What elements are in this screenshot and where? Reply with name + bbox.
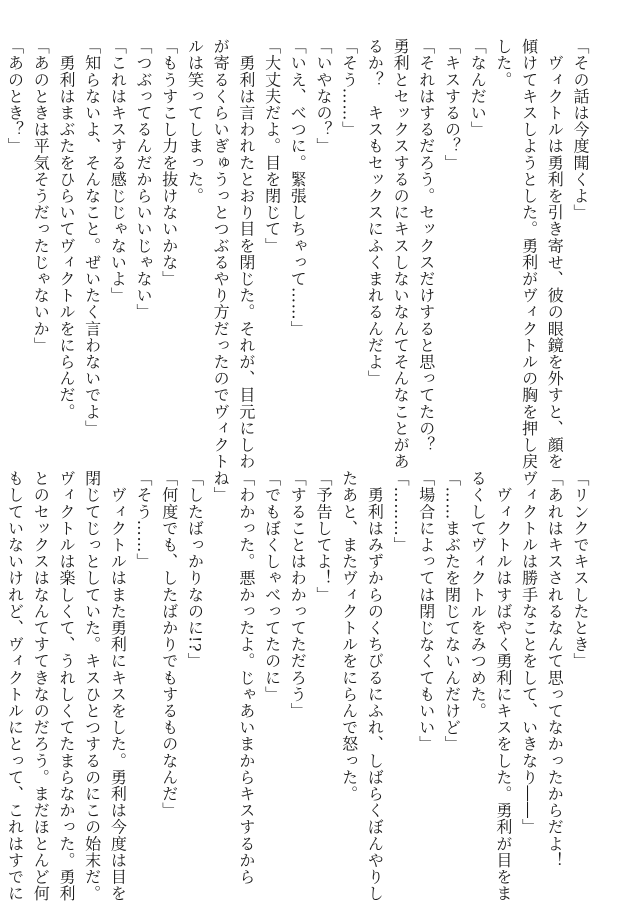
top-text-block: [2, 38, 593, 470]
text-line: 「場合によっては閉じなくてもいい」: [416, 470, 436, 753]
text-line: 「予告してよ！」: [313, 470, 333, 603]
text-line: ヴィクトルはまた勇利にキスをした。勇利は今度は目を: [108, 470, 128, 902]
text-line: ヴィクトルは楽しくて、うれしくてたまらなかった。勇利: [56, 470, 76, 902]
text-line: とのセックスはなんてすてきなのだろう。まだほとんど何: [31, 470, 51, 902]
bottom-text-block: [2, 470, 593, 902]
text-line: るか？ キスもセックスにふくまれるんだよ」: [365, 38, 385, 387]
text-line: 勇利はみずからのくちびるにふれ、しばらくぼんやりし: [365, 470, 385, 902]
text-line: もしていないけれど、ヴィクトルにとって、これはすでに: [5, 470, 25, 902]
text-line: 「あのときは平気そうだったじゃないか」: [31, 38, 51, 354]
text-line: 「これはキスする感じじゃないよ」: [108, 38, 128, 304]
text-line: ルは笑ってしまった。: [185, 38, 205, 204]
text-line: 「わかった。悪かったよ。じゃあいまからキスするから: [236, 470, 256, 885]
text-line: 「そう……」: [339, 38, 359, 138]
text-line: 「いえ、べつに。緊張しちゃって……」: [288, 38, 308, 337]
text-line: 「つぶってるんだからいいじゃない」: [134, 38, 154, 321]
text-line: 「あのとき？」: [5, 38, 25, 155]
text-line: ヴィクトルは勇利を引き寄せ、彼の眼鏡を外すと、顔を: [545, 38, 565, 470]
text-line: 「キスするの？」: [442, 38, 462, 171]
text-line: した。: [493, 38, 513, 88]
text-line: が寄るくらいぎゅうっとつぶるやり方だったのでヴィクト: [211, 38, 231, 470]
text-line: 傾けてキスしようとした。勇利がヴィクトルの胸を押し戻: [519, 38, 539, 470]
text-line: 「なんだい」: [468, 38, 488, 138]
text-line: 勇利はまぶたをひらいてヴィクトルをにらんだ。: [56, 38, 76, 420]
text-line: 「知らないよ、そんなこと。ぜいたく言わないでよ」: [82, 38, 102, 437]
text-line: 「することはわかってただろう」: [288, 470, 308, 719]
text-line: 閉じてじっとしていた。キスひとつするのにこの始末だ。: [82, 470, 102, 902]
text-line: 「そう……」: [134, 470, 154, 570]
text-line: 「何度でも、したばかりでもするものなんだ」: [159, 470, 179, 819]
text-line: ヴィクトルは勝手なことをして、いきなり――」: [519, 470, 539, 836]
text-line: るくしてヴィクトルをみつめた。: [468, 470, 488, 719]
text-line: ね」: [211, 470, 231, 504]
text-line: 「いやなの？」: [313, 38, 333, 155]
text-line: 勇利とセックスするのにキスしないなんてそんなことがあ: [391, 38, 411, 470]
text-line: たあと、またヴィクトルをにらんで怒った。: [339, 470, 359, 802]
text-line: 「したばっかりなのに!?」: [185, 470, 205, 669]
text-line: 「大丈夫だよ。目を閉じて」: [262, 38, 282, 254]
text-line: 「もうすこし力を抜けないかな」: [159, 38, 179, 287]
text-line: 「………」: [391, 470, 411, 553]
text-line: 「それはするだろう。セックスだけすると思ってたの？: [416, 38, 436, 453]
text-line: 「その話は今度聞くよ」: [571, 38, 590, 221]
text-line: 「あれはキスされるなんて思ってなかったからだよ！: [545, 470, 565, 869]
text-line: 「リンクでキスしたとき」: [571, 470, 590, 670]
text-line: 「……まぶたを閉じてないんだけど」: [442, 470, 462, 753]
text-line: ヴィクトルはすばやく勇利にキスをした。勇利が目をま: [493, 470, 513, 902]
text-line: 勇利は言われたとおり目を閉じた。それが、目元にしわ: [236, 38, 256, 470]
text-line: 「でもぼくしゃべってたのに」: [262, 470, 282, 703]
